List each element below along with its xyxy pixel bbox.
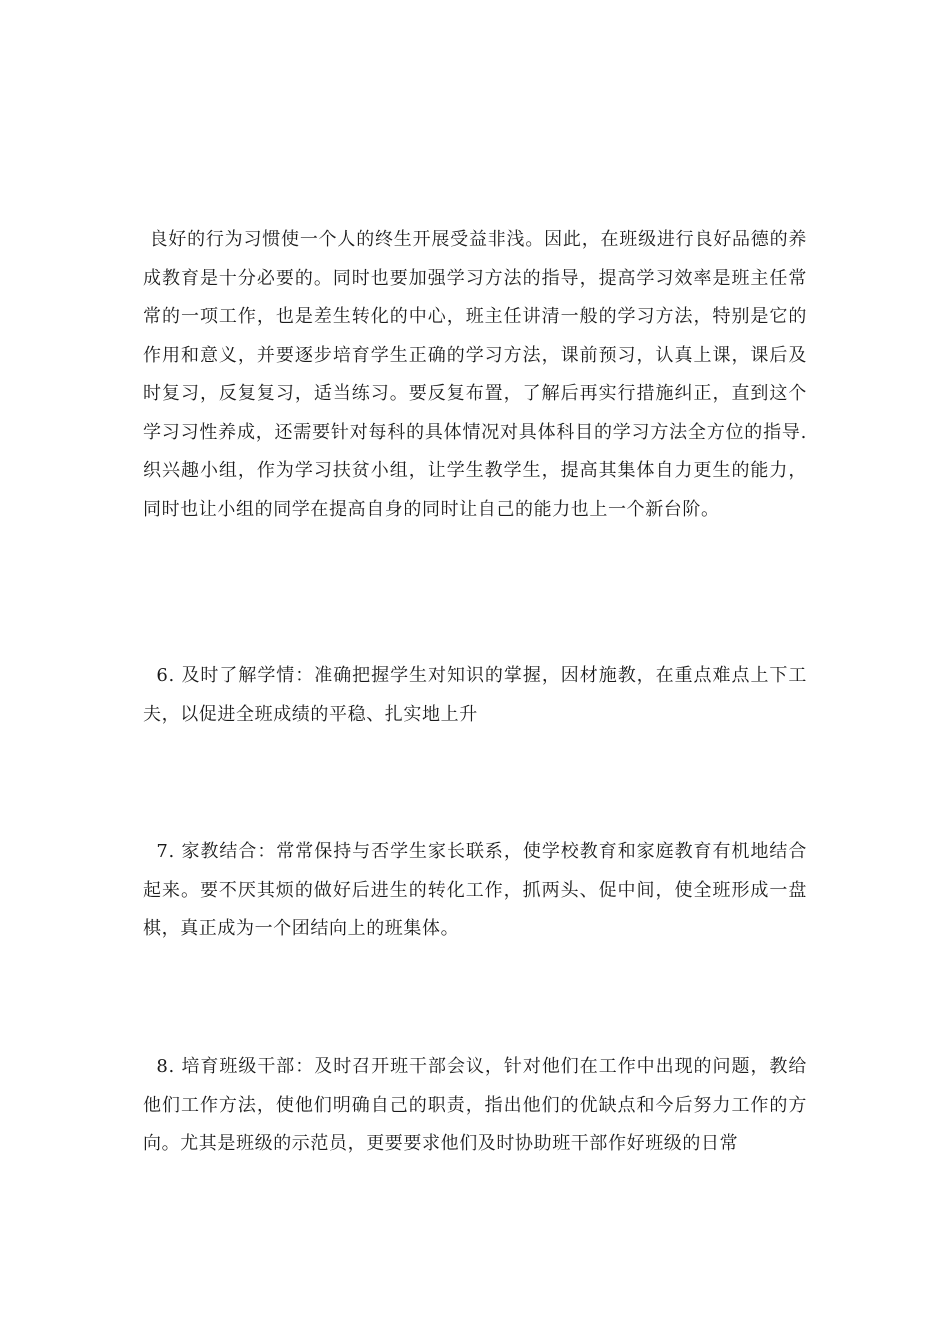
paragraph-item-7: 7. 家教结合：常常保持与否学生家长联系，使学校教育和家庭教育有机地结合起来。要不厌其烦的做好后进生的转化工作，抓两头、促中间，使全班形成一盘棋，真正成为一个团结向上的班集体。 xyxy=(143,841,807,939)
paragraph-item-6: 6. 及时了解学情：准确把握学生对知识的掌握，因材施教，在重点难点上下工夫，以促进全班成绩的平稳、扎实地上升 xyxy=(143,665,807,725)
paragraph-habit-formation: 良好的行为习惯使一个人的终生开展受益非浅。因此，在班级进行良好品德的养成教育是十分必要的。同时也要加强学习方法的指导，提高学习效率是班主任常常的一项工作，也是差生转化的中心，班主任讲清一般的学习方法，特别是它的作用和意义，并要逐步培育学生正确的学习方法，课前预习，认真上课，课后及时复习，反复复习，适当练习。要反复布置，了解后再实行措施纠正，直到这个学习习性养成，还需要针对每科的具体情况对具体科目的学习方法全方位的指导.织兴趣小组，作为学习扶贫小组，让学生教学生，提高其集体自力更生的能力，同时也让小组的同学在提高自身的同时让自己的能力也上一个新台阶。 xyxy=(143,229,807,520)
paragraph-item-8: 8. 培育班级干部：及时召开班干部会议，针对他们在工作中出现的问题，教给他们工作方法，使他们明确自己的职责，指出他们的优缺点和今后努力工作的方向。尤其是班级的示范员，更要要求他们及时协助班干部作好班级的日常 xyxy=(143,1056,807,1154)
